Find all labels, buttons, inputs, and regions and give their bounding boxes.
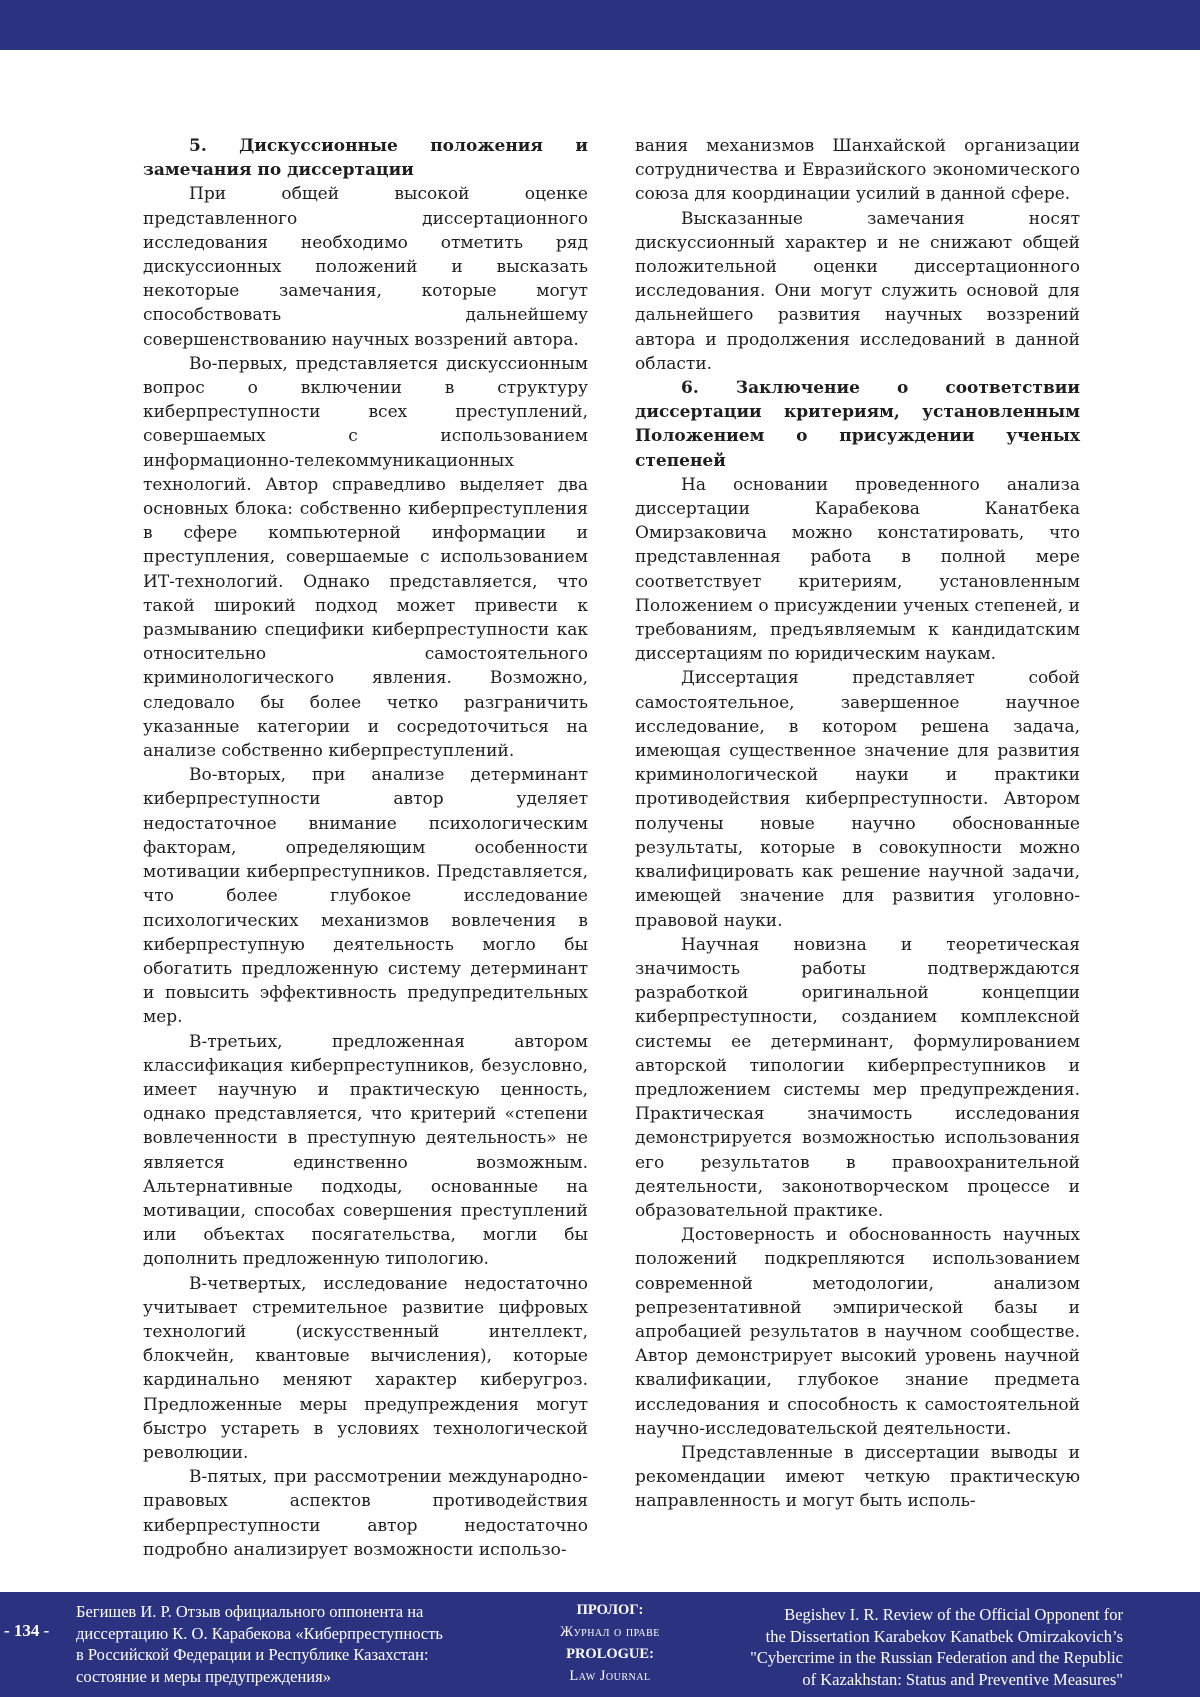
right-text-column <box>635 134 1080 1514</box>
body-paragraph: Во-вторых, при анализе детерминант киберпреступности автор уделяет недостаточное внимание психологическим факторам, определяющим особенности мотивации киберпреступников. Представляется, что более глубокое исследование психологических механизмов вовлечения в киберпреступную деятельность могло бы обогатить предложенную систему детерминант и повысить эффективность предупредительных мер. <box>143 765 588 1028</box>
citation-en-line: the Dissertation Karabekov Kanatbek Omirzakovich’s <box>765 1626 1123 1646</box>
header-band <box>0 0 1200 50</box>
body-paragraph: Во-первых, представляется дискуссионным вопрос о включении в структуру киберпреступности всех преступлений, совершаемых с использованием информационно-телекоммуникационных технологий. Автор справедливо выделяет два основных блока: собственно киберпреступления в сфере компьютерной информации и преступления, совершаемые с использованием ИТ-технологий. Однако представляется, что такой широкий подход может привести к размыванию специфики киберпреступности как относительно самостоятельного криминологического явления. Возможно, следовало бы более четко разграничить указанные категории и сосредоточиться на анализе собственно киберпреступлений. <box>143 353 588 762</box>
journal-title <box>520 1599 700 1687</box>
body-paragraph: Диссертация представляет собой самостоятельное, завершенное научное исследование, в котором решена задача, имеющая существенное значение для развития криминологической науки и практики противодействия киберпреступности. Автором получены новые научно обоснованные результаты, которые в совокупности можно квалифицировать как решение научной задачи, имеющей значение для развития уголовно-правовой науки. <box>635 668 1080 931</box>
journal-en-title: PROLOGUE: <box>566 1646 654 1662</box>
body-paragraph: В-четвертых, исследование недостаточно учитывает стремительное развитие цифровых технологий (искусственный интеллект, блокчейн, квантовые вычисления), которые кардинально меняют характер киберугроз. Предложенные меры предупреждения могут быстро устареть в условиях технологической революции. <box>143 1273 588 1463</box>
citation-english <box>703 1604 1123 1690</box>
body-paragraph: вания механизмов Шанхайской организации сотрудничества и Евразийского экономического союза для координации усилий в данной сфере. <box>635 136 1080 205</box>
citation-ru-line: диссертацию К. О. Карабекова «Киберпреступность <box>76 1623 443 1643</box>
body-paragraph: Научная новизна и теоретическая значимость работы подтверждаются разработкой оригинальной концепции киберпреступности, созданием комплексной системы ее детерминант, формулированием авторской типологии киберпреступников и предложением системы мер предупреждения. Практическая значимость исследования демонстрируется возможностью использования его результатов в правоохранительной деятельности, законотворческом процессе и образовательной практике. <box>635 934 1080 1221</box>
journal-en-subtitle: Law Journal <box>569 1668 651 1684</box>
body-paragraph: В-третьих, предложенная автором классификация киберпреступников, безусловно, имеет научную и практическую ценность, однако представляется, что критерий «степени вовлеченности в преступную деятельность» не является единственно возможным. Альтернативные подходы, основанные на мотивации, способах совершения преступлений или объектах посягательства, могли бы дополнить предложенную типологию. <box>143 1031 588 1270</box>
page-number: - 134 - <box>4 1621 50 1640</box>
journal-ru-title: ПРОЛОГ: <box>576 1602 644 1618</box>
body-paragraph: Представленные в диссертации выводы и рекомендации имеют четкую практическую направленность и могут быть исполь- <box>635 1442 1080 1512</box>
page-footer <box>0 1592 1200 1697</box>
citation-en-line: "Cybercrime in the Russian Federation and the Republic <box>750 1648 1123 1667</box>
citation-ru-line: в Российской Федерации и Республике Казахстан: <box>76 1645 429 1664</box>
body-paragraph: Высказанные замечания носят дискуссионный характер и не снижают общей положительной оценки диссертационного исследования. Они могут служить основой для дальнейшего развития научных воззрений автора и продолжения исследований в данной области. <box>635 208 1080 374</box>
body-paragraph: При общей высокой оценке представленного диссертационного исследования необходимо отметить ряд дискуссионных положений и высказать некоторые замечания, которые могут способствовать дальнейшему совершенствованию научных воззрений автора. <box>143 184 588 350</box>
citation-en-line: of Kazakhstan: Status and Preventive Measures" <box>802 1669 1123 1689</box>
body-paragraph: На основании проведенного анализа диссертации Карабекова Канатбека Омирзаковича можно констатировать, что представленная работа в полной мере соответствует критериям, установленным Положением о присуждении ученых степеней, и требованиям, предъявляемым к кандидатским диссертациям по юридическим наукам. <box>635 474 1080 665</box>
citation-en-line: Begishev I. R. Review of the Official Opponent for <box>784 1605 1123 1624</box>
section-heading: 6. Заключение о соответствии диссертации критериям, установленным Положением о присуждении ученых степеней <box>635 378 1080 471</box>
left-text-column <box>143 134 588 1562</box>
citation-ru-line: состояние и меры предупреждения» <box>76 1666 331 1686</box>
body-paragraph: Достоверность и обоснованность научных положений подкрепляются использованием современной методологии, анализом репрезентативной эмпирической базы и апробацией результатов в научном сообществе. Автор демонстрирует высокий уровень научной квалификации, глубокое знание предмета исследования и способность к самостоятельной научно-исследовательской деятельности. <box>635 1225 1080 1439</box>
citation-ru-line: Бегишев И. Р. Отзыв официального оппонента на <box>76 1602 424 1621</box>
body-paragraph: В-пятых, при рассмотрении международно-правовых аспектов противодействия киберпреступности автор недостаточно подробно анализирует возможности использо- <box>143 1467 588 1560</box>
journal-ru-subtitle: Журнал о праве <box>560 1624 660 1640</box>
citation-russian <box>76 1601 476 1687</box>
section-heading: 5. Дискуссионные положения и замечания по диссертации <box>143 136 588 181</box>
